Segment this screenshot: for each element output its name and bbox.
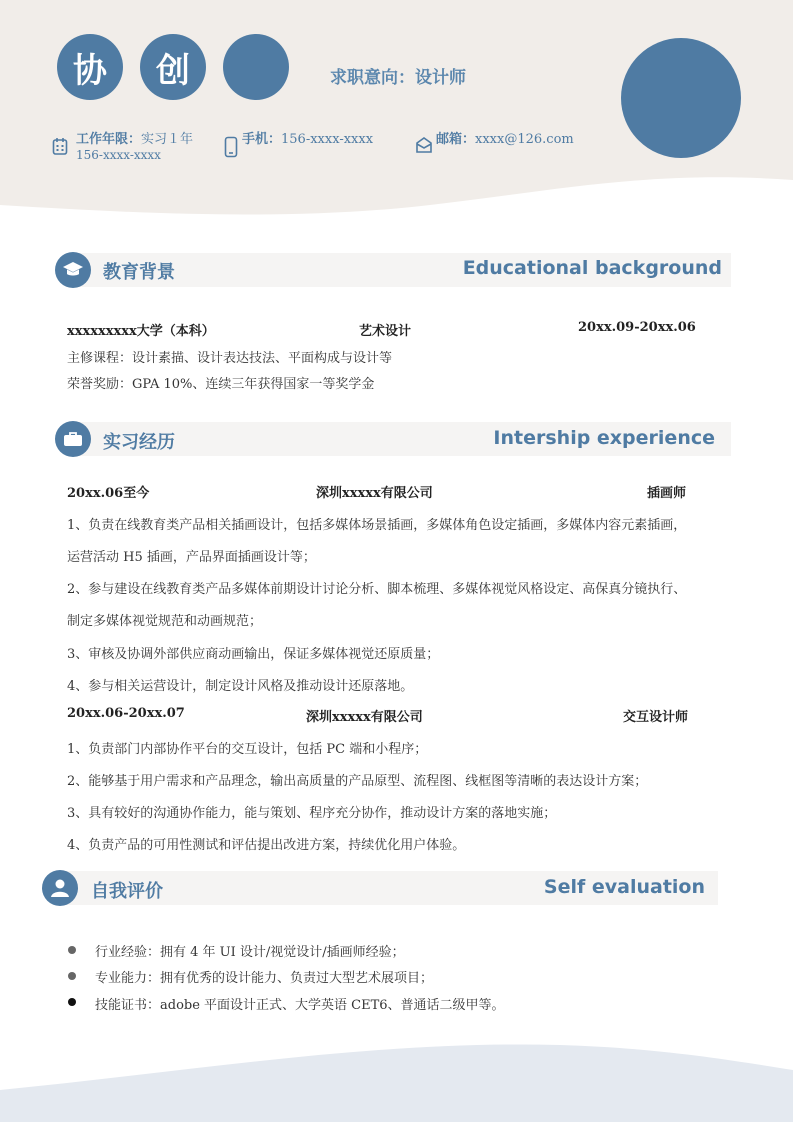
self-eval-item-2: 专业能力：拥有优秀的设计能力、负责过大型艺术展项目；: [95, 971, 434, 986]
self-eval-title: 自我评价: [91, 881, 163, 902]
work-years-label: 工作年限：: [76, 132, 142, 147]
job2-role: 交互设计师: [623, 710, 689, 725]
internship-icon-badge: [55, 421, 91, 457]
work-years: [76, 128, 193, 147]
avatar-photo: [621, 38, 741, 158]
briefcase-icon: [63, 431, 83, 447]
job-intent: 求职意向：设计师: [330, 68, 466, 88]
edu-courses: 主修课程：设计素描、设计表达技法、平面构成与设计等: [67, 351, 393, 366]
bullet-2: [68, 972, 76, 980]
education-icon-badge: [55, 252, 91, 288]
job2-line-3: 3、具有较好的沟通协作能力，能与策划、程序充分协作，推动设计方案的落地实施；: [67, 806, 557, 821]
job2-company: 深圳xxxxx有限公司: [306, 710, 423, 725]
extra-phone-line: 156-xxxx-xxxx: [76, 148, 161, 162]
self-eval-item-1: 行业经验：拥有 4 年 UI 设计/视觉设计/插画师经验；: [95, 945, 405, 960]
email-value: xxxx@126.com: [475, 132, 574, 147]
job2-line-2: 2、能够基于用户需求和产品理念，输出高质量的产品原型、流程图、线框图等清晰的表达设计方案；: [67, 774, 648, 789]
internship-title: 实习经历: [103, 432, 175, 453]
name-char-3-blank: [223, 34, 289, 100]
self-eval-title-en: Self evaluation: [543, 876, 705, 898]
edu-major: 艺术设计: [359, 324, 412, 339]
user-icon: [50, 878, 70, 898]
name-char-2: 创: [140, 34, 206, 100]
self-eval-item-3: 技能证书：adobe 平面设计正式、大学英语 CET6、普通话二级甲等。: [95, 998, 505, 1013]
email-label: 邮箱：: [436, 132, 476, 147]
edu-school: xxxxxxxxx大学（本科）: [67, 324, 215, 339]
phone-value: 156-xxxx-xxxx: [281, 132, 374, 147]
job1-line-6: 4、参与相关运营设计，制定设计风格及推动设计还原落地。: [67, 679, 414, 694]
job1-line-2: 运营活动 H5 插画，产品界面插画设计等；: [67, 550, 316, 565]
job2-line-4: 4、负责产品的可用性测试和评估提出改进方案，持续优化用户体验。: [67, 838, 466, 853]
edu-awards: 荣誉奖励：GPA 10%、连续三年获得国家一等奖学金: [67, 377, 375, 392]
mail-icon: [415, 136, 433, 154]
job1-line-1: 1、负责在线教育类产品相关插画设计，包括多媒体场景插画，多媒体角色设定插画，多媒体内容元素插画，: [67, 518, 687, 533]
phone-label: 手机：: [242, 132, 282, 147]
edu-period: 20xx.09-20xx.06: [578, 320, 696, 335]
education-title-en: Educational background: [462, 257, 722, 279]
job2-line-1: 1、负责部门内部协作平台的交互设计，包括 PC 端和小程序；: [67, 742, 428, 757]
job1-line-3: 2、参与建设在线教育类产品多媒体前期设计讨论分析、脚本梳理、多媒体视觉风格设定、高保真分镜执行、: [67, 582, 687, 597]
calendar-icon: [52, 136, 68, 156]
bullet-3: [68, 998, 76, 1006]
job1-line-4: 制定多媒体视觉规范和动画规范；: [67, 614, 263, 629]
work-years-value: 实习１年: [141, 132, 194, 147]
email: [436, 128, 574, 147]
job1-company: 深圳xxxxx有限公司: [316, 486, 433, 501]
graduation-cap-icon: [62, 261, 84, 279]
job1-period: 20xx.06至今: [67, 486, 150, 501]
job1-role: 插画师: [647, 486, 687, 501]
name-char-1: 协: [57, 34, 123, 100]
footer-wave: [0, 1044, 793, 1122]
phone: [242, 128, 373, 147]
self-eval-icon-badge: [42, 870, 78, 906]
phone-icon: [224, 136, 238, 158]
internship-title-en: Intership experience: [493, 427, 715, 449]
job1-line-5: 3、审核及协调外部供应商动画输出，保证多媒体视觉还原质量；: [67, 647, 440, 662]
education-title: 教育背景: [103, 262, 175, 283]
job2-period: 20xx.06-20xx.07: [67, 706, 185, 721]
bullet-1: [68, 946, 76, 954]
